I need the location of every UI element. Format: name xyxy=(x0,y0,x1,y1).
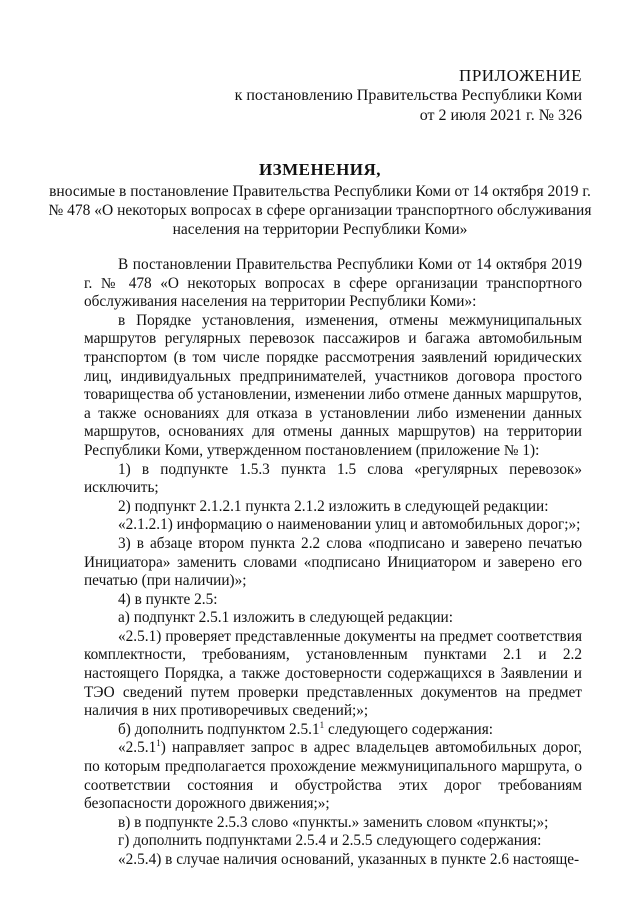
title-heading: ИЗМЕНЕНИЯ, xyxy=(258,160,382,179)
paragraph: г) дополнить подпунктами 2.5.4 и 2.5.5 следующего содержания: xyxy=(118,832,542,850)
appendix-date: от 2 июля 2021 г. № 326 xyxy=(419,107,582,124)
paragraph: в) в подпункте 2.5.3 слово «пункты.» заменить словом «пункты;»; xyxy=(118,813,549,831)
paragraph: В постановлении Правительства Республики Коми от 14 октября 2019 г. № 478 «О некоторых вопросах в сфере организации транспортного обслуживания населения на территории Республики Коми»: xyxy=(84,256,582,311)
paragraph: 4) в пункте 2.5: xyxy=(118,590,218,608)
paragraph xyxy=(84,739,582,813)
paragraph-text: б) дополнить подпунктом 2.5.1 xyxy=(118,720,320,738)
paragraph: 1) в подпункте 1.5.3 пункта 1.5 слова «регулярных перевозок» исключить; xyxy=(84,460,582,497)
paragraph: а) подпункт 2.5.1 изложить в следующей редакции: xyxy=(118,609,453,627)
superscript: 1 xyxy=(319,719,325,730)
document-body xyxy=(84,256,582,870)
title-subtitle: вносимые в постановление Правительства Республики Коми от 14 октября 2019 г. № 478 «О некоторых вопросах в сфере организации транспортного обслуживания населения на территории Республики Коми» xyxy=(48,183,592,238)
paragraph xyxy=(84,721,582,740)
paragraph-text: следующего содержания: xyxy=(324,720,493,738)
appendix-header xyxy=(235,66,582,126)
appendix-ref: к постановлению Правительства Республики Коми xyxy=(234,87,582,104)
superscript: 1 xyxy=(156,738,161,749)
paragraph: «2.5.4) в случае наличия оснований, указанных в пункте 2.6 настояще- xyxy=(118,851,580,868)
document-title xyxy=(40,160,600,239)
paragraph: «2.1.2.1) информацию о наименовании улиц и автомобильных дорог;»; xyxy=(118,516,581,534)
paragraph: 3) в абзаце втором пункта 2.2 слова «подписано и заверено печатью Инициатора» заменить словами «подписано Инициатором и заверено его печатью (при наличии)»; xyxy=(84,534,582,590)
paragraph: «2.5.1) проверяет представленные документы на предмет соответствия комплектности, требованиям, установленным пунктами 2.1 и 2.2 настоящего Порядка, а также достоверности содержащихся в Заявлении и ТЭО сведений путем проверки представленных документов на предмет наличия в них противоречивых сведений;»; xyxy=(84,627,582,720)
paragraph-text: «2.5.1 xyxy=(118,739,157,757)
paragraph: 2) подпункт 2.1.2.1 пункта 2.1.2 изложить в следующей редакции: xyxy=(118,497,549,515)
paragraph-text: ) направляет запрос в адрес владельцев автомобильных дорог, по которым предполагается прохождение межмуниципального маршрута, о соответствии состояния и обустройства этих дорог требованиям безопасности дорожного движения;»; xyxy=(84,739,582,813)
appendix-label: ПРИЛОЖЕНИЕ xyxy=(459,66,582,85)
paragraph: в Порядке установления, изменения, отмены межмуниципальных маршрутов регулярных перевозок пассажиров и багажа автомобильным транспортом (в том числе порядке рассмотрения заявлений юридических лиц, индивидуальных предпринимателей, участников договора простого товарищества об установлении, изменении либо отмене данных маршрутов, а также основаниях для отказа в установлении либо изменении данных маршрутов, основаниях для отмены данных маршрутов) на территории Республики Коми, утвержденном постановлением (приложение № 1): xyxy=(84,311,582,459)
